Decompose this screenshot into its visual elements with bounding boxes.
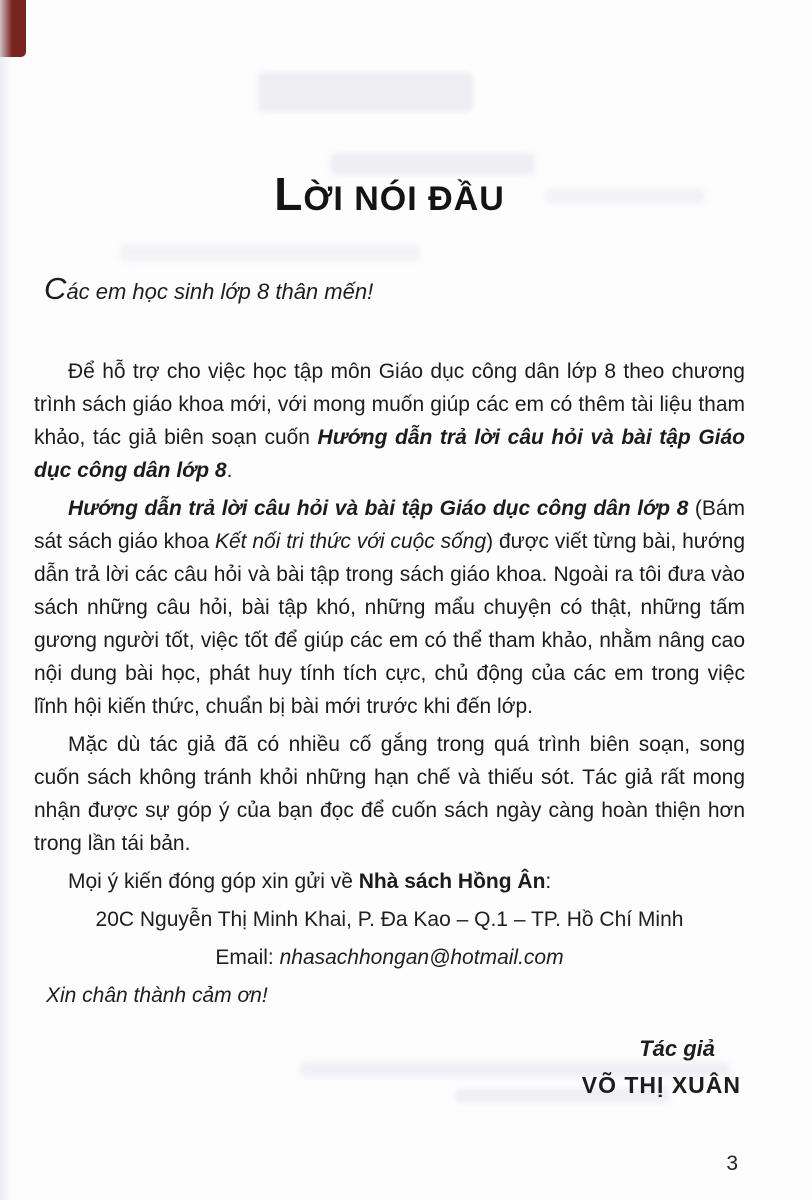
- thanks-line: Xin chân thành cảm ơn!: [46, 984, 268, 1007]
- author-role: Tác giả: [639, 1036, 715, 1061]
- text-segment: :: [545, 870, 552, 893]
- text-segment: Mặc dù tác giả đã có nhiều cố gắng trong quá trình biên soạn, song cuốn sách không tránh khỏi những hạn chế và thiếu sót. Tác giả rất mong nhận được sự góp ý của bạn đọc để cuốn sách ngày càng hoàn thiện hơn trong lần tái bản.: [34, 733, 745, 855]
- email-address: nhasachhongan@hotmail.com: [279, 946, 564, 969]
- text-segment: (Bám sát sách giáo khoa: [34, 497, 745, 553]
- body-paragraphs: [34, 355, 745, 898]
- author-name: VÕ THỊ XUÂN: [581, 1072, 741, 1098]
- text-segment: Kết nối tri thức với cuộc sống: [214, 530, 487, 553]
- paragraph-description: [34, 492, 745, 723]
- text-segment: Nhà sách Hồng Ân: [358, 870, 546, 893]
- text-segment: ) được viết từng bài, hướng dẫn trả lời các câu hỏi và bài tập trong sách giáo khoa. Ngoài ra tôi đưa vào sách những câu hỏi, bài tập khó, những mẩu chuyện có thật, những tấm gương người tốt, việc tốt để giúp các em có thể tham khảo, nhằm nâng cao nội dung bài học, phát huy tính tích cực, chủ động của các em trong việc lĩnh hội kiến thức, chuẩn bị bài mới trước khi đến lớp.: [34, 530, 745, 718]
- paragraph-feedback: [34, 865, 745, 898]
- address-line: 20C Nguyễn Thị Minh Khai, P. Đa Kao – Q.1 – TP. Hồ Chí Minh: [95, 908, 684, 931]
- text-segment: Mọi ý kiến đóng góp xin gửi về: [68, 870, 359, 893]
- email-label: Email:: [215, 946, 280, 969]
- signature-block: [34, 1032, 745, 1102]
- email-line: [34, 941, 745, 974]
- greeting-line: Các em học sinh lớp 8 thân mến!: [44, 271, 374, 306]
- text-segment: Hướng dẫn trả lời câu hỏi và bài tập Giáo dục công dân lớp 8: [68, 497, 689, 520]
- paragraph-apology: [34, 728, 745, 860]
- page-title: LỜI NÓI ĐẦU: [274, 168, 505, 220]
- paragraph-intro: [34, 355, 745, 487]
- text-segment: Hướng dẫn trả lời câu hỏi và bài tập Giáo dục công dân lớp 8: [34, 426, 745, 482]
- text-segment: Để hỗ trợ cho việc học tập môn Giáo dục công dân lớp 8 theo chương trình sách giáo khoa mới, với mong muốn giúp các em có thêm tài liệu tham khảo, tác giả biên soạn cuốn: [34, 360, 745, 449]
- page-number: 3: [726, 1152, 738, 1175]
- text-segment: .: [226, 459, 233, 482]
